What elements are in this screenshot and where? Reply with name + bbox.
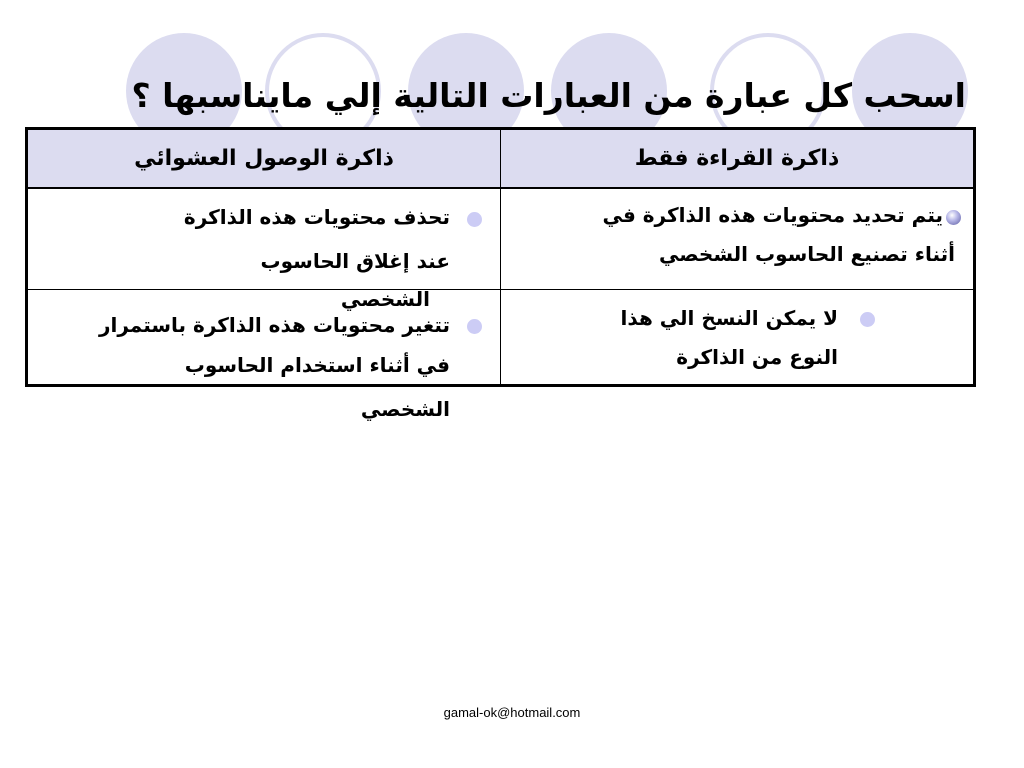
statement-line: لا يمكن النسخ الي هذا — [620, 306, 838, 330]
statement-line: أثناء تصنيع الحاسوب الشخصي — [658, 242, 955, 266]
statement-line: الشخصي — [360, 397, 450, 421]
slide-title: اسحب كل عبارة من العبارات التالية إلي ماينا‌سبها ؟ — [131, 76, 966, 115]
statement-line: الشخصي — [340, 287, 430, 311]
cell-rom-1[interactable] — [501, 188, 975, 290]
bullet-icon — [467, 319, 482, 334]
table-row — [27, 290, 975, 386]
header-ram: ذاكرة الوصول العشوائي — [27, 129, 501, 189]
memory-table — [25, 127, 976, 421]
bullet-icon — [946, 210, 961, 225]
bullet-icon — [860, 312, 875, 327]
bullet-icon — [467, 212, 482, 227]
statement-line: عند إغلاق الحاسوب — [260, 249, 450, 273]
cell-ram-2[interactable] — [27, 290, 501, 421]
statement-line: في أثناء استخدام الحاسوب — [184, 353, 450, 377]
cell-rom-2[interactable] — [501, 290, 975, 386]
statement-line: يتم تحديد محتويات هذه الذاكرة في — [602, 203, 943, 227]
statement-line: تتغير محتويات هذه الذاكرة باستمرار — [99, 313, 450, 337]
footer-email: gamal-ok@hotmail.com — [443, 705, 581, 720]
cell-ram-1[interactable] — [27, 188, 501, 311]
header-rom: ذاكرة القراءة فقط — [501, 129, 975, 189]
statement-line: تحذف محتويات هذه الذاكرة — [183, 205, 450, 229]
statement-line: النوع من الذاكرة — [676, 345, 838, 369]
table-header-row — [27, 129, 975, 189]
table-row — [27, 188, 975, 290]
